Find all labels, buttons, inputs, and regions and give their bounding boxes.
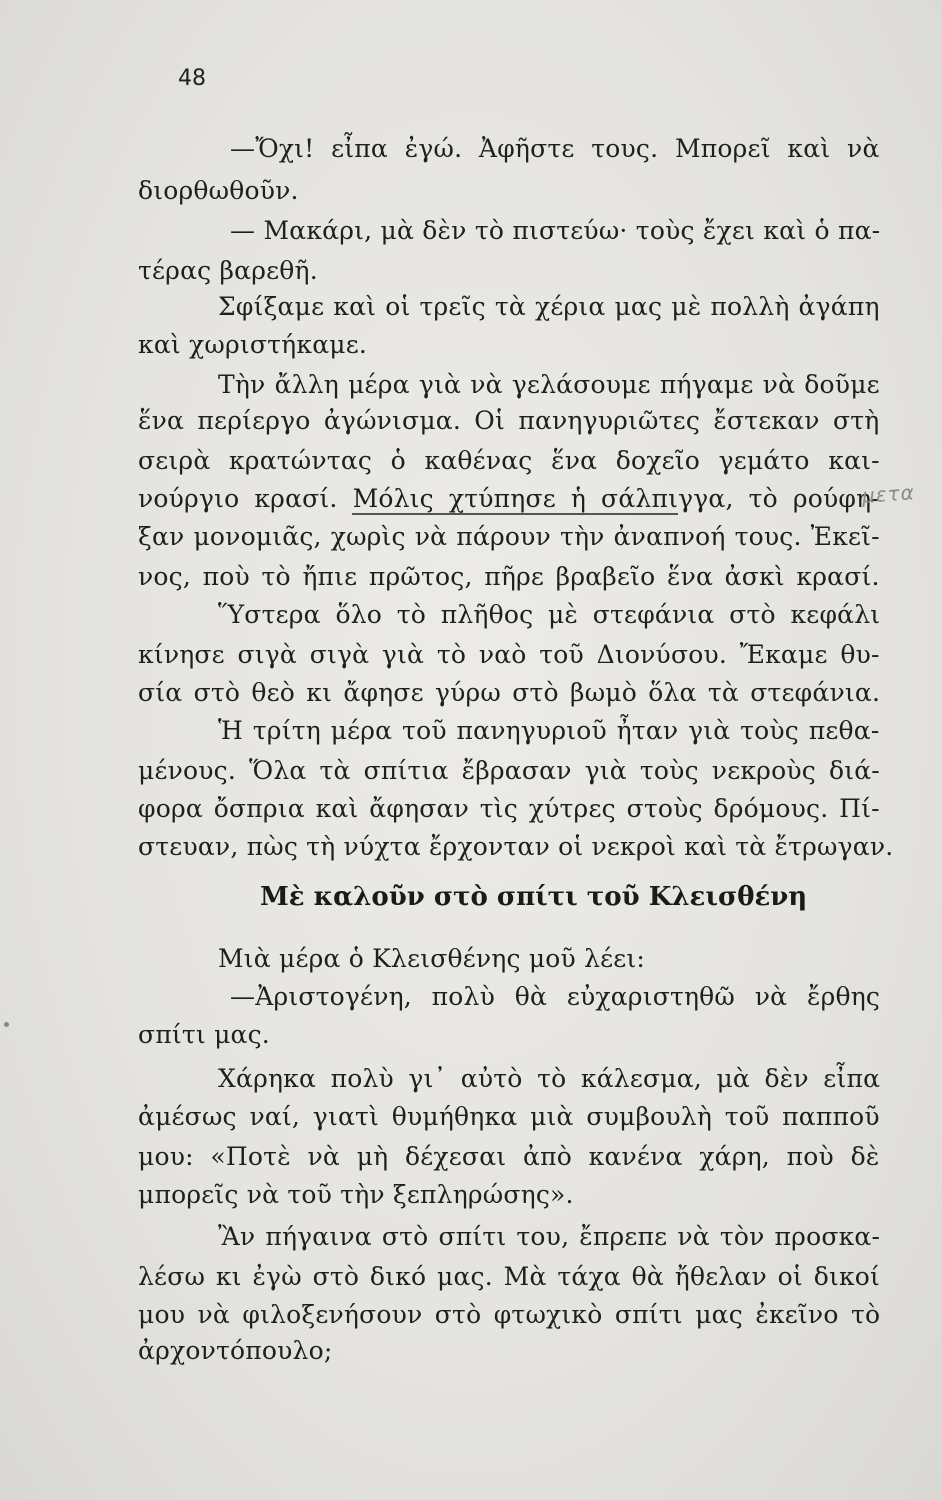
text-line: νούργιο κρασί. Μόλις χτύπησε ἡ σάλπιγγα, τὸ ρούφη-: [138, 484, 880, 513]
text-line: στευαν, πὼς τὴ νύχτα ἔρχονταν οἱ νεκροὶ καὶ τὰ ἔτρωγαν.: [138, 832, 894, 861]
pencil-underline: [352, 513, 678, 515]
text-line: κίνησε σιγὰ σιγὰ γιὰ τὸ ναὸ τοῦ Διονύσου. Ἔκαμε θυ-: [138, 640, 880, 669]
text-line: καὶ χωριστήκαμε.: [138, 330, 368, 359]
text-line: —Ἀριστογένη, πολὺ θὰ εὐχαριστηθῶ νὰ ἔρθης: [230, 982, 881, 1011]
text-line: ξαν μονομιᾶς, χωρὶς νὰ πάρουν τὴν ἀναπνοή τους. Ἐκεῖ-: [138, 522, 880, 551]
margin-note: μετα: [861, 480, 916, 508]
text-line: Μιὰ μέρα ὁ Κλεισθένης μοῦ λέει:: [218, 944, 646, 973]
text-line: μπορεῖς νὰ τοῦ τὴν ξεπληρώσης».: [138, 1180, 574, 1209]
margin-dot: [4, 1022, 9, 1027]
text-line: σειρὰ κρατώντας ὁ καθένας ἕνα δοχεῖο γεμάτο και-: [138, 446, 880, 475]
text-line: Χάρηκα πολὺ γι᾿ αὐτὸ τὸ κάλεσμα, μὰ δὲν εἶπα: [218, 1064, 881, 1093]
section-heading: Μὲ καλοῦν στὸ σπίτι τοῦ Κλεισθένη: [260, 882, 808, 912]
text-line: μένους. Ὅλα τὰ σπίτια ἔβρασαν γιὰ τοὺς νεκροὺς διά-: [138, 756, 880, 785]
text-line: ἕνα περίεργο ἀγώνισμα. Οἱ πανηγυριῶτες ἔστεκαν στὴ: [138, 406, 880, 435]
text-line: μου: «Ποτὲ νὰ μὴ δέχεσαι ἀπὸ κανένα χάρη, ποὺ δὲ: [138, 1142, 880, 1171]
text-line: — Μακάρι, μὰ δὲν τὸ πιστεύω· τοὺς ἔχει καὶ ὁ πα-: [230, 216, 881, 245]
text-line: τέρας βαρεθῆ.: [138, 256, 318, 285]
text-line: σπίτι μας.: [138, 1020, 270, 1049]
text-line: νος, ποὺ τὸ ἤπιε πρῶτος, πῆρε βραβεῖο ἕνα ἀσκὶ κρασί.: [138, 562, 880, 591]
text-line: ἀμέσως ναί, γιατὶ θυμήθηκα μιὰ συμβουλὴ τοῦ παπποῦ: [138, 1102, 880, 1131]
page-number: 48: [178, 66, 206, 91]
text-line: Σφίξαμε καὶ οἱ τρεῖς τὰ χέρια μας μὲ πολλὴ ἀγάπη: [218, 292, 880, 321]
text-line: φορα ὄσπρια καὶ ἄφησαν τὶς χύτρες στοὺς δρόμους. Πί-: [138, 794, 880, 823]
text-line: σία στὸ θεὸ κι ἄφησε γύρω στὸ βωμὸ ὅλα τὰ στεφάνια.: [138, 678, 881, 707]
text-line: μου νὰ φιλοξενήσουν στὸ φτωχικὸ σπίτι μας ἐκεῖνο τὸ: [138, 1300, 881, 1329]
text-line: λέσω κι ἐγὼ στὸ δικό μας. Μὰ τάχα θὰ ἤθελαν οἱ δικοί: [138, 1262, 881, 1291]
text-line: Τὴν ἄλλη μέρα γιὰ νὰ γελάσουμε πήγαμε νὰ δοῦμε: [218, 370, 880, 399]
text-line: Ὕστερα ὅλο τὸ πλῆθος μὲ στεφάνια στὸ κεφάλι: [218, 600, 881, 629]
text-line: διορθωθοῦν.: [138, 176, 299, 205]
text-line: Ἂν πήγαινα στὸ σπίτι του, ἔπρεπε νὰ τὸν προσκα-: [218, 1222, 881, 1251]
text-line: —Ὄχι! εἶπα ἐγώ. Ἀφῆστε τους. Μπορεῖ καὶ νὰ: [230, 134, 880, 163]
text-line: Ἡ τρίτη μέρα τοῦ πανηγυριοῦ ἦταν γιὰ τοὺς πεθα-: [218, 716, 880, 745]
text-line: ἀρχοντόπουλο;: [138, 1336, 333, 1365]
